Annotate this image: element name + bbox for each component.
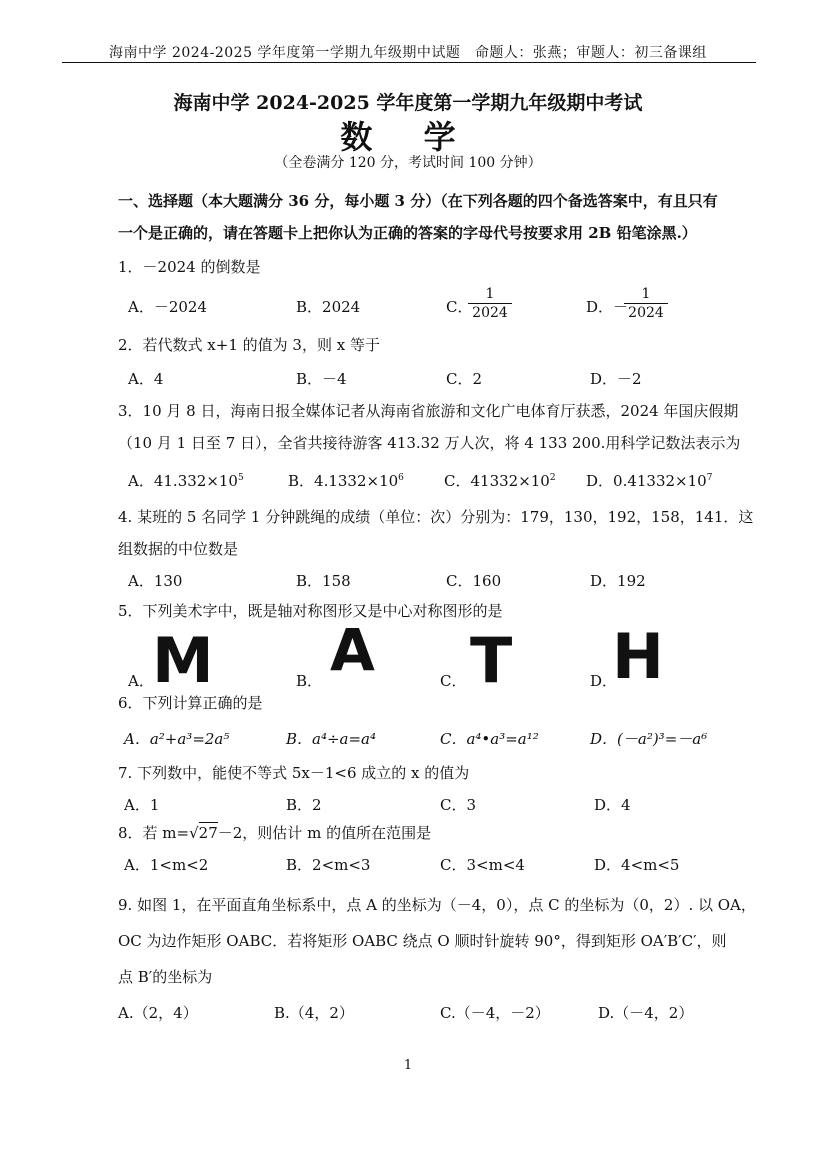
q5-option-c-label: C．: [440, 672, 467, 690]
q9-option-d: D.（－4，2）: [598, 1004, 694, 1022]
q8-option-a: A．1<m<2: [124, 856, 209, 874]
q3-stem-line2: （10 月 1 日至 7 日），全省共接待游客 413.32 万人次，将 4 133 200.用科学记数法表示为: [118, 434, 741, 452]
q7-option-c: C．3: [440, 796, 477, 814]
q1-c-denominator: 2024: [472, 305, 508, 321]
q5-letter-t: T: [470, 624, 513, 697]
q2-option-b: B．－4: [296, 370, 347, 388]
q9-option-a: A.（2，4）: [118, 1004, 198, 1022]
q1-option-d-label: D．－: [586, 298, 629, 316]
q4-option-d: D．192: [590, 572, 646, 590]
q6-option-a: A．a²+a³=2a⁵: [124, 730, 230, 748]
q6-option-b: B．a⁴÷a=a⁴: [286, 730, 377, 748]
q5-letter-a: A: [330, 616, 375, 684]
q1-option-c-label: C．: [446, 298, 473, 316]
q8-option-d: D．4<m<5: [594, 856, 680, 874]
q3-option-a: A．$41.332\times 10^5$: [128, 472, 244, 490]
q8-option-c: C．3<m<4: [440, 856, 525, 874]
q6-option-d: D．(－a²)³=－a⁶: [590, 730, 708, 748]
q4-option-a: A．130: [128, 572, 183, 590]
q6-stem: 6．下列计算正确的是: [118, 694, 263, 712]
q1-option-c-fraction: [468, 285, 512, 322]
q5-option-b-label: B．: [296, 672, 323, 690]
q8-stem-suffix: －2，则估计 m 的值所在范围是: [217, 824, 432, 842]
q3-option-c: C．$41332\times 10^2$: [444, 472, 556, 490]
q5-letter-m: M: [152, 624, 214, 697]
q8-radicand: 27: [198, 824, 218, 842]
q1-option-b: B．2024: [296, 298, 361, 316]
q1-option-a: A．－2024: [128, 298, 208, 316]
q4-option-b: B．158: [296, 572, 351, 590]
q1-d-denominator: 2024: [628, 305, 664, 321]
q1-option-d-fraction: [624, 285, 668, 322]
q9-stem-line1: 9. 如图 1，在平面直角坐标系中，点 A 的坐标为（－4，0），点 C 的坐标为（0，2）. 以 OA，: [118, 896, 756, 914]
q8-stem-prefix: 8．若 m=: [118, 824, 190, 842]
q2-option-d: D．－2: [590, 370, 642, 388]
q5-letter-h: H: [612, 620, 664, 693]
q4-stem-line1: 4. 某班的 5 名同学 1 分钟跳绳的成绩（单位：次）分别为：179，130，192，158，141．这: [118, 508, 754, 526]
q2-option-c: C．2: [446, 370, 483, 388]
q7-stem: 7. 下列数中，能使不等式 5x－1<6 成立的 x 的值为: [118, 764, 470, 782]
q8-option-b: B．2<m<3: [286, 856, 371, 874]
q1-c-numerator: 1: [485, 286, 495, 302]
q2-stem: 2．若代数式 x+1 的值为 3，则 x 等于: [118, 336, 380, 354]
q8-stem: 8．若 m=√27－2，则估计 m 的值所在范围是: [118, 824, 432, 842]
q9-option-b: B.（4，2）: [274, 1004, 354, 1022]
exam-subject: 数 学: [340, 118, 476, 156]
q7-option-a: A．1: [124, 796, 160, 814]
q3-option-d: D．$0.41332\times 10^7$: [586, 472, 713, 490]
q7-option-b: B．2: [286, 796, 322, 814]
exam-note: （全卷满分 120 分，考试时间 100 分钟）: [274, 155, 542, 171]
page-number: 1: [403, 1058, 413, 1073]
q1-stem: 1．－2024 的倒数是: [118, 258, 261, 276]
q9-stem-line3: 点 B′的坐标为: [118, 968, 213, 986]
q2-option-a: A．4: [128, 370, 164, 388]
q3-stem-line1: 3．10 月 8 日，海南日报全媒体记者从海南省旅游和文化广电体育厅获悉，2024 年国庆假期: [118, 402, 739, 420]
q9-stem-line2: OC 为边作矩形 OABC．若将矩形 OABC 绕点 O 顺时针旋转 90°，得到矩形 OA′B′C′，则: [118, 932, 727, 950]
header-rule: [62, 62, 756, 63]
q7-option-d: D．4: [594, 796, 631, 814]
section-heading-line1: 一、选择题（本大题满分 36 分，每小题 3 分）（在下列各题的四个备选答案中，有且只有: [118, 192, 718, 210]
page-header: 海南中学 2024-2025 学年度第一学期九年级期中试题 命题人：张燕；审题人：初三备课组: [109, 45, 707, 61]
q4-stem-line2: 组数据的中位数是: [118, 540, 239, 558]
q3-option-b: B．$4.1332\times 10^6$: [288, 472, 404, 490]
exam-title: 海南中学 2024-2025 学年度第一学期九年级期中考试: [173, 92, 643, 114]
q5-option-d-label: D．: [590, 672, 618, 690]
q5-stem: 5．下列美术字中，既是轴对称图形又是中心对称图形的是: [118, 602, 503, 620]
q1-d-numerator: 1: [641, 286, 651, 302]
section-heading-line2: 一个是正确的，请在答题卡上把你认为正确的答案的字母代号按要求用 2B 铅笔涂黑.）: [118, 224, 697, 242]
q4-option-c: C．160: [446, 572, 502, 590]
q5-option-a-label: A．: [128, 672, 154, 690]
q6-option-c: C．a⁴•a³=a¹²: [440, 730, 539, 748]
q9-option-c: C.（－4，－2）: [440, 1004, 550, 1022]
